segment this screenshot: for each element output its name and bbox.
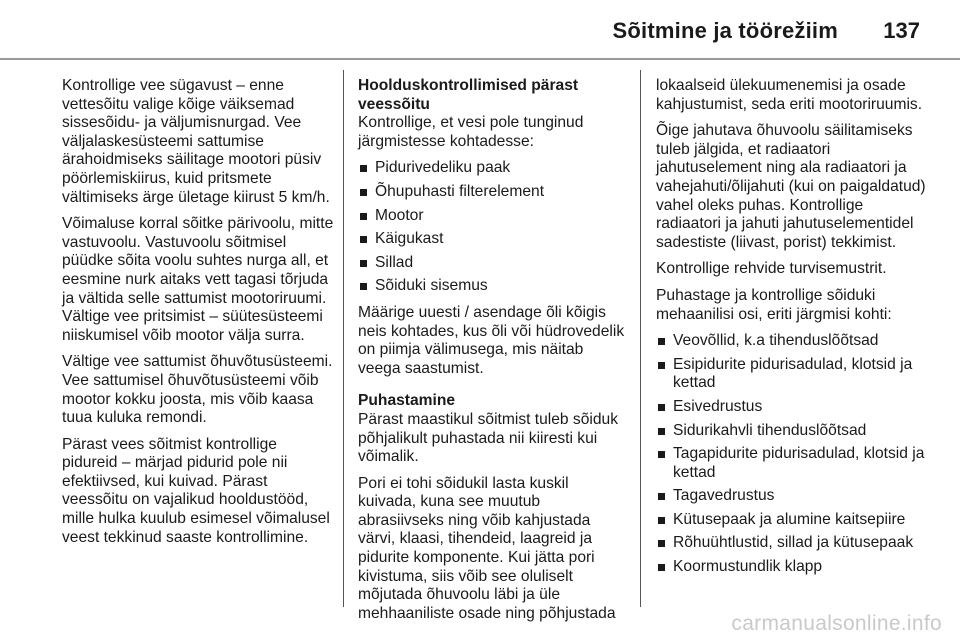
list-item: Tagavedrustus — [656, 487, 926, 506]
watermark: carmanualsonline.info — [731, 612, 942, 635]
list-item: Kütusepaak ja alumine kaitsepiire — [656, 511, 926, 530]
paragraph-water-depth: Kontrollige vee sügavust – enne vettesõitu valige kõige väiksemad sissesõidu- ja väljumisnurgad. Vee väljalaskesüsteemi sattumise ärahoidmiseks säilitage mootori püsiv pöörlemiskiirus, kuid pritsmete vältimiseks ärge ületage kiirust 5 km/h. — [62, 77, 330, 206]
list-item: Sidurikahvli tihenduslõõtsad — [656, 422, 926, 441]
column-divider-2 — [640, 70, 641, 607]
page-title: Sõitmine ja töörežiim — [612, 18, 838, 43]
paragraph-oil: Määrige uuesti / asendage õli kõigis neis kohtades, kus õli või hüdrovedelik on piimja välimusega, mis näitab veega saastumist. — [358, 303, 625, 377]
header-divider — [0, 58, 960, 60]
paragraph-cleaning-2: Pori ei tohi sõidukil lasta kuskil kuivada, kuna see muutub abrasiivseks ning võib kahjustada värvi, klaasi, tihendeid, laagreid ja pidurite komponente. Kui jätta pori kivistuma, siis võib see oluliselt mõjutada õhuvoolu läbi ja üle mehhaaniliste osade ning põhjustada — [358, 474, 616, 622]
paragraph-drive-downstream: Võimaluse korral sõitke pärivoolu, mitte vastuvoolu. Vastuvoolu sõitmisel püüdke sõita voolu suhtes nurga all, et eesmine nurk aitaks vett tagasi tõrjuda ja vältida selle sattumist mootoriruumi. Vältige vee pritsimist – süütesüsteemi niiskumisel võib mootor välja surra. — [62, 215, 334, 344]
paragraph-cleaning-1: Pärast maastikul sõitmist tuleb sõiduk põhjalikult puhastada nii kiiresti kui võimalik. — [358, 410, 618, 466]
list-item: Mootor — [358, 207, 626, 226]
section-heading-maintenance: Hoolduskontrollimised pärast veessõitu — [358, 77, 579, 113]
column-divider-1 — [343, 70, 344, 607]
list-item: Esivedrustus — [656, 398, 926, 417]
list-item: Tagapidurite pidurisadulad, klotsid ja kettad — [656, 445, 926, 482]
list-item: Veovõllid, k.a tihenduslõõtsad — [656, 332, 926, 351]
paragraph-overheating: lokaalseid ülekuumenemisi ja osade kahjustumist, seda eriti mootoriruumis. — [656, 77, 923, 113]
section-heading-cleaning: Puhastamine — [358, 392, 456, 410]
checklist-mechanical-parts — [656, 332, 926, 577]
list-item: Pidurivedeliku paak — [358, 159, 626, 178]
paragraph-tyres: Kontrollige rehvide turvisemustrit. — [656, 260, 887, 278]
list-item: Esipidurite pidurisadulad, klotsid ja kettad — [656, 356, 926, 393]
list-item: Sõiduki sisemus — [358, 277, 626, 296]
page-header — [0, 0, 960, 58]
column-middle — [358, 77, 626, 631]
column-right — [656, 77, 926, 585]
page-number: 137 — [883, 18, 920, 43]
list-item: Õhupuhasti filterelement — [358, 183, 626, 202]
checklist-water-ingress — [358, 159, 626, 296]
list-item: Rõhuühtlustid, sillad ja kütusepaak — [656, 534, 926, 553]
column-left — [62, 77, 334, 555]
paragraph-radiator: Õige jahutava õhuvoolu säilitamiseks tuleb jälgida, et radiaatori jahutuselement ning ala radiaatori ja vahejahuti/õlijahuti (kui on paigaldatud) vahel oleks puhas. Kontrollige radiaatori ja jahuti jahutuselementidel sadestiste (liivast, porist) tekkimist. — [656, 122, 926, 251]
list-item: Sillad — [358, 254, 626, 273]
list-item: Käigukast — [358, 230, 626, 249]
paragraph-air-intake: Vältige vee sattumist õhuvõtusüsteemi. Vee sattumisel õhuvõtusüsteemi võib mootor kokku joosta, mis võib kaasa tuua kuluka remondi. — [62, 353, 333, 427]
paragraph-check-brakes: Pärast vees sõitmist kontrollige pidureid – märjad pidurid pole nii efektiivsed, kui kuivad. Pärast veessõitu on vajalikud hooldustööd, mille hulka kuulub esimesel võimalusel veest tekkinud saaste kontrollimine. — [62, 435, 330, 546]
paragraph-maintenance-intro: Kontrollige, et vesi pole tunginud järgmistesse kohtadesse: — [358, 114, 584, 150]
list-item: Koormustundlik klapp — [656, 558, 926, 577]
paragraph-mechanical-intro: Puhastage ja kontrollige sõiduki mehaanilisi osi, eriti järgmisi kohti: — [656, 286, 892, 323]
